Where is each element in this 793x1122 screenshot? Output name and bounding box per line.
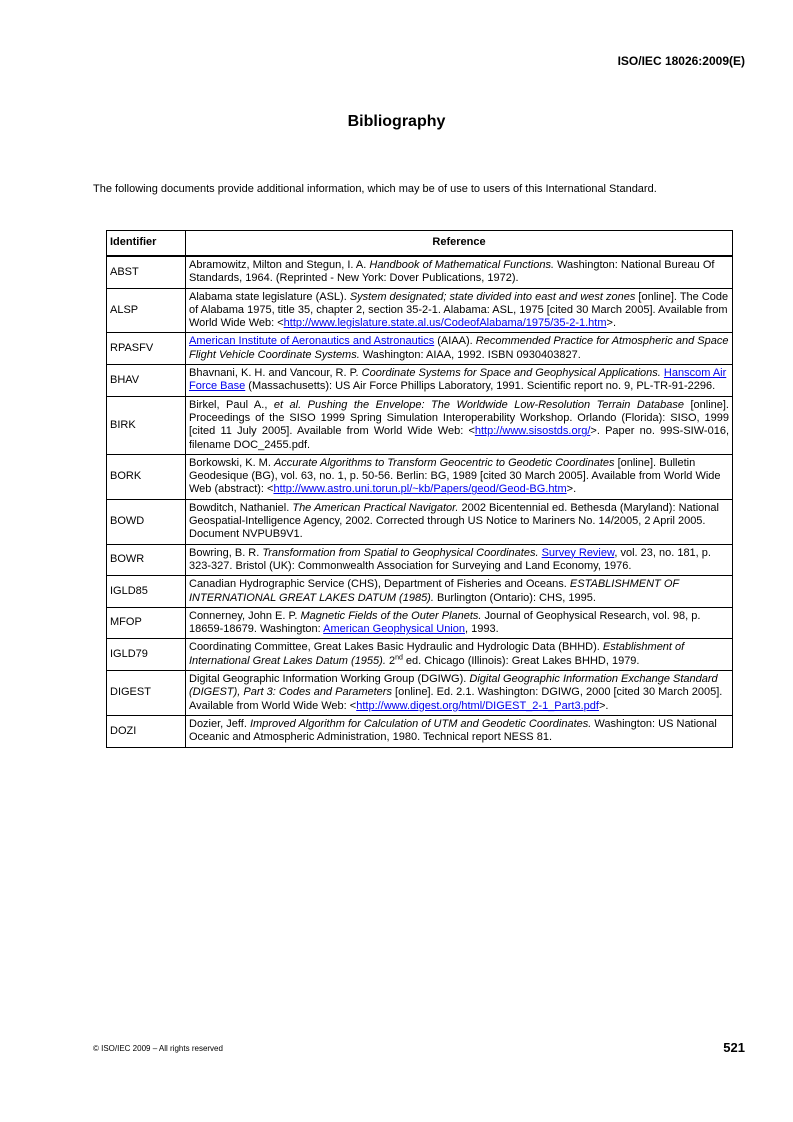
reference-text-segment: Bhavnani, K. H. and Vancour, R. P. bbox=[189, 367, 362, 380]
superscript: nd bbox=[395, 654, 403, 662]
table-row bbox=[107, 454, 733, 499]
reference-text bbox=[186, 671, 733, 716]
reference-text-segment: [online]. Bulletin Geodesique (BG), vol. 63, no. 1, p. 50-56. Berlin: BG, 1989 [cited 30 March 2005]. Available from World Wide Web (abstract): < bbox=[189, 456, 721, 496]
reference-text-segment: >. bbox=[566, 483, 577, 496]
reference-text-segment: (Massachusetts): US Air Force Phillips Laboratory, 1991. Scientific report no. 9, PL-TR-91-2296. bbox=[245, 380, 716, 393]
reference-identifier: IGLD85 bbox=[107, 576, 186, 608]
reference-text-segment: (AIAA). bbox=[434, 335, 476, 348]
table-row bbox=[107, 671, 733, 716]
reference-text-segment: [online]. The Code of Alabama 1975, title 35, chapter 2, section 35-2-1. Alabama: ASL, 1975 [cited 30 March 2005]. Available from World Wide Web: < bbox=[189, 290, 729, 330]
reference-text-segment: 2 bbox=[385, 654, 396, 667]
reference-text-segment: Burlington (Ontario): CHS, 1995. bbox=[433, 591, 596, 604]
reference-link[interactable]: Survey Review bbox=[541, 546, 615, 559]
reference-text bbox=[186, 454, 733, 499]
reference-text-segment: Abramowitz, Milton and Stegun, I. A. bbox=[189, 259, 370, 271]
reference-text bbox=[186, 576, 733, 608]
table-row bbox=[107, 333, 733, 365]
reference-title-italic: The American Practical Navigator. bbox=[292, 501, 459, 514]
reference-text-segment: [online]. Ed. 2.1. Washington: DGIWG, 2000 [cited 30 March 2005]. Available from World Wide Web: < bbox=[189, 686, 723, 712]
reference-title-italic: ESTABLISHMENT OF INTERNATIONAL GREAT LAKES DATUM (1985). bbox=[189, 578, 679, 604]
reference-text bbox=[186, 499, 733, 544]
page-number: 521 bbox=[723, 1040, 745, 1055]
table-row bbox=[107, 499, 733, 544]
reference-identifier: DOZI bbox=[107, 715, 186, 747]
table-row bbox=[107, 544, 733, 576]
reference-title-italic: Improved Algorithm for Calculation of UTM and Geodetic Coordinates. bbox=[249, 717, 592, 730]
reference-text bbox=[186, 333, 733, 365]
reference-identifier: BHAV bbox=[107, 365, 186, 397]
reference-text-segment: Washington: National Bureau Of Standards, 1964. (Reprinted - New York: Dover Publications, 1972). bbox=[189, 259, 715, 285]
reference-identifier: DIGEST bbox=[107, 671, 186, 716]
table-row bbox=[107, 396, 733, 454]
reference-text-segment: 2002 Bicentennial ed. Bethesda (Maryland): National Geospatial-Intelligence Agency, 2002. Corrected through US Notice to Mariners No. 14/2005, 2 April 2005. Document NVPUB9V1. bbox=[189, 501, 719, 541]
reference-text-segment: Birkel, Paul A., bbox=[189, 398, 274, 411]
reference-link[interactable]: Hanscom Air Force Base bbox=[189, 367, 727, 393]
reference-text-segment: Dozier, Jeff. bbox=[189, 717, 250, 730]
reference-text-segment: Alabama state legislature (ASL). bbox=[189, 290, 350, 303]
reference-identifier: MFOP bbox=[107, 607, 186, 639]
reference-text-segment: Washington: US National Oceanic and Atmospheric Administration, 1980. Technical report NESS 81. bbox=[189, 717, 717, 744]
reference-text-segment: Bowditch, Nathaniel. bbox=[189, 501, 293, 514]
reference-text bbox=[186, 544, 733, 576]
table-row bbox=[107, 715, 733, 747]
reference-title-italic: et al. Pushing the Envelope: The Worldwide Low-Resolution Terrain Database bbox=[273, 398, 684, 411]
column-header-reference: Reference bbox=[186, 231, 733, 257]
reference-text-segment: [online]. Proceedings of the SISO 1999 Spring Simulation Interoperability Workshop. Orlando (Florida): SISO, 1999 [cited 11 July 2005]. Available from World Wide Web: < bbox=[189, 398, 729, 438]
reference-text bbox=[186, 365, 733, 397]
reference-identifier: RPASFV bbox=[107, 333, 186, 365]
reference-text-segment: ed. Chicago (Illinois): Great Lakes BHHD, 1979. bbox=[402, 654, 640, 667]
reference-link[interactable]: American Institute of Aeronautics and Astronautics bbox=[189, 335, 435, 348]
reference-title-italic: Establishment of International Great Lakes Datum (1955). bbox=[189, 641, 685, 667]
reference-title-italic: Handbook of Mathematical Functions. bbox=[369, 259, 555, 271]
reference-text bbox=[186, 396, 733, 454]
reference-identifier: BORK bbox=[107, 454, 186, 499]
reference-title-italic: Digital Geographic Information Exchange Standard (DIGEST), Part 3: Codes and Parameters bbox=[189, 673, 718, 699]
reference-link[interactable]: http://www.astro.uni.torun.pl/~kb/Papers/geod/Geod-BG.htm bbox=[273, 483, 567, 496]
table-row bbox=[107, 607, 733, 639]
reference-text-segment: Borkowski, K. M. bbox=[189, 456, 274, 469]
reference-identifier: IGLD79 bbox=[107, 639, 186, 671]
reference-link[interactable]: http://www.digest.org/html/DIGEST_2-1_Part3.pdf bbox=[356, 699, 599, 712]
reference-text bbox=[186, 607, 733, 639]
reference-text-segment: >. bbox=[606, 317, 616, 330]
table-row bbox=[107, 576, 733, 608]
page-title: Bibliography bbox=[347, 113, 446, 130]
reference-text-segment: Journal of Geophysical Research, vol. 98, p. 18659-18679. Washington: bbox=[189, 609, 701, 636]
reference-text bbox=[186, 288, 733, 333]
reference-text-segment: Coordinating Committee, Great Lakes Basic Hydraulic and Hydrologic Data (BHHD). bbox=[189, 641, 603, 654]
table-row bbox=[107, 288, 733, 333]
table-row bbox=[107, 639, 733, 671]
reference-text-segment: , vol. 23, no. 181, p. 323-327. Bristol (UK): Commonwealth Association for Surveying and Land Economy, 1976. bbox=[189, 546, 711, 572]
reference-text-segment: Connerney, John E. P. bbox=[189, 609, 301, 622]
reference-title-italic: Recommended Practice for Atmospheric and Space Flight Vehicle Coordinate Systems. bbox=[189, 335, 729, 361]
reference-text bbox=[186, 715, 733, 747]
reference-link[interactable]: http://www.legislature.state.al.us/CodeofAlabama/1975/35-2-1.htm bbox=[283, 317, 607, 330]
table-header-row bbox=[107, 231, 733, 257]
reference-title-italic: Coordinate Systems for Space and Geophysical Applications. bbox=[361, 367, 661, 380]
reference-identifier: ABST bbox=[107, 256, 186, 288]
intro-paragraph: The following documents provide additional information, which may be of use to users of this International Standard. bbox=[93, 183, 657, 195]
reference-text-segment: Bowring, B. R. bbox=[189, 546, 263, 559]
reference-title-italic: Accurate Algorithms to Transform Geocentric to Geodetic Coordinates bbox=[273, 456, 615, 469]
reference-text bbox=[186, 639, 733, 671]
reference-title-italic: System designated; state divided into east and west zones bbox=[349, 290, 636, 303]
table-row bbox=[107, 256, 733, 288]
standard-identifier: ISO/IEC 18026:2009(E) bbox=[617, 54, 745, 68]
reference-text-segment: >. bbox=[598, 699, 609, 712]
reference-text-segment: >. Paper no. 99S-SIW-016, filename DOC_2455.pdf. bbox=[189, 425, 729, 451]
copyright-notice: © ISO/IEC 2009 – All rights reserved bbox=[93, 1044, 223, 1053]
column-header-identifier: Identifier bbox=[107, 231, 186, 257]
reference-identifier: BIRK bbox=[107, 396, 186, 454]
reference-text-segment: Washington: AIAA, 1992. ISBN 0930403827. bbox=[359, 348, 581, 361]
reference-identifier: ALSP bbox=[107, 288, 186, 333]
reference-title-italic: Transformation from Spatial to Geophysical Coordinates. bbox=[262, 546, 539, 559]
reference-link[interactable]: http://www.sisostds.org/ bbox=[474, 425, 591, 438]
reference-identifier: BOWD bbox=[107, 499, 186, 544]
reference-identifier: BOWR bbox=[107, 544, 186, 576]
reference-title-italic: Magnetic Fields of the Outer Planets. bbox=[300, 609, 482, 622]
reference-text-segment: , 1993. bbox=[465, 623, 499, 636]
bibliography-table-body bbox=[107, 256, 733, 747]
bibliography-table bbox=[106, 230, 733, 748]
reference-text-segment: Digital Geographic Information Working Group (DGIWG). bbox=[189, 673, 470, 686]
table-row bbox=[107, 365, 733, 397]
reference-text bbox=[186, 256, 733, 288]
reference-link[interactable]: American Geophysical Union bbox=[323, 623, 465, 636]
reference-text-segment: Canadian Hydrographic Service (CHS), Department of Fisheries and Oceans. bbox=[189, 578, 570, 591]
